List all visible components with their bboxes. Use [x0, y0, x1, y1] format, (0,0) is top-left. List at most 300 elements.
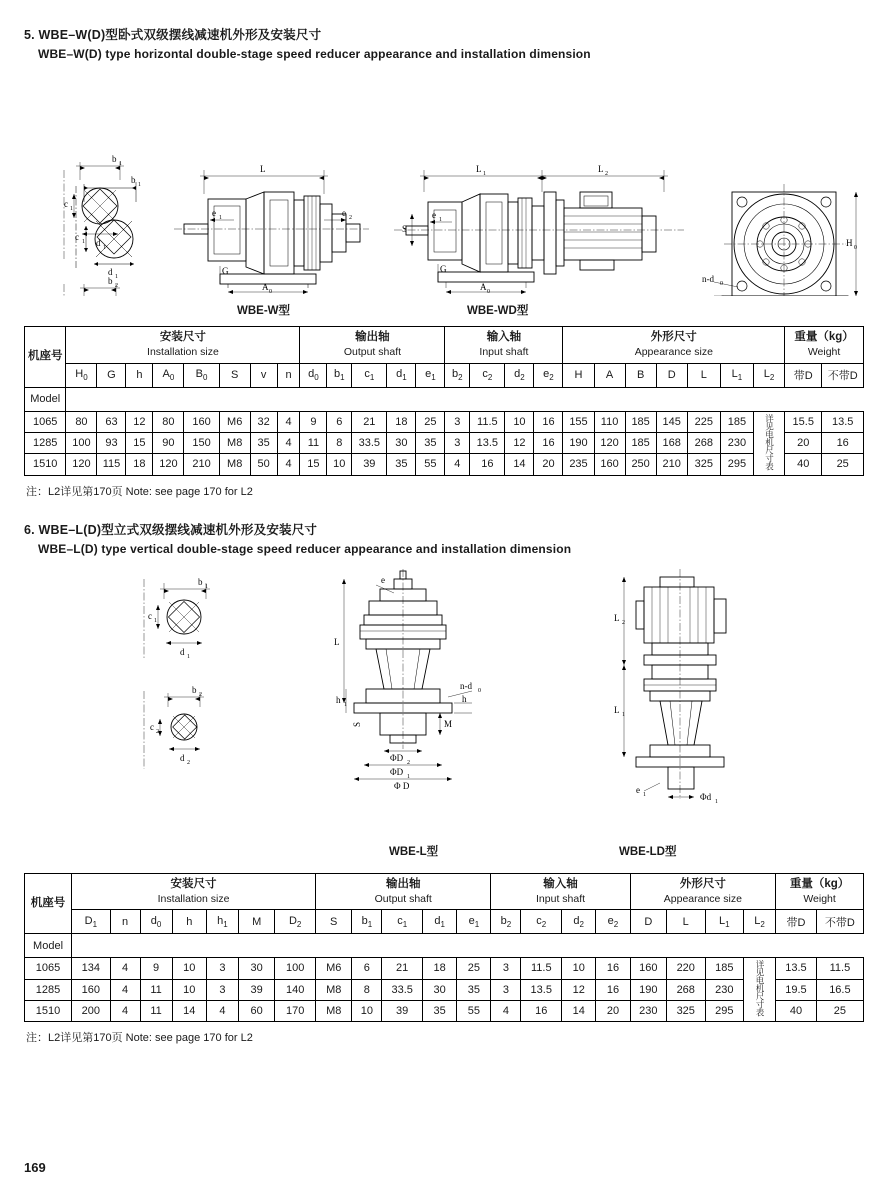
col-D1: $D_1$ [72, 910, 111, 934]
cell: 230 [720, 432, 753, 453]
cell: 90 [153, 432, 184, 453]
cell: 11.5 [816, 958, 863, 979]
group-model-label: 机座号 [27, 350, 63, 363]
cell: 93 [97, 432, 126, 453]
col-d1: $d_1$ [423, 910, 457, 934]
cell: 170 [275, 1000, 316, 1021]
svg-text:L: L [260, 163, 266, 174]
col-d0: $d_0$ [300, 363, 327, 387]
cell: 16 [822, 432, 864, 453]
svg-text:1: 1 [119, 160, 122, 167]
cell: 185 [720, 411, 753, 432]
cell: 39 [382, 1000, 423, 1021]
cell: 268 [666, 979, 705, 1000]
cell: 25 [416, 411, 445, 432]
cell: 35 [423, 1000, 457, 1021]
section6-title-en: WBE–L(D) type vertical double-stage speed reducer appearance and installation dimension [38, 542, 572, 557]
cell: 3 [491, 979, 521, 1000]
cell: 134 [72, 958, 111, 979]
cell: 3 [206, 958, 238, 979]
svg-text:L: L [334, 636, 340, 647]
svg-text:1: 1 [187, 653, 190, 660]
svg-text:1: 1 [715, 798, 718, 805]
section6-number: 6. [24, 522, 35, 537]
table-row [25, 979, 864, 1000]
svg-text:1: 1 [407, 773, 410, 780]
col-A0: $A_0$ [153, 363, 184, 387]
cell: 18 [126, 454, 153, 475]
cell: M6 [219, 411, 250, 432]
section5-heading [24, 26, 864, 64]
svg-text:1: 1 [138, 181, 141, 188]
svg-text:S: S [402, 223, 408, 234]
col-A: A [594, 363, 625, 387]
cell: 11.5 [470, 411, 505, 432]
col-L2: $L_2$ [753, 363, 784, 387]
cell: 168 [656, 432, 687, 453]
svg-text:1: 1 [82, 238, 85, 245]
svg-text:n-d: n-d [702, 273, 714, 284]
cell: M6 [316, 958, 352, 979]
cell: 230 [630, 1000, 666, 1021]
cell: 25 [822, 454, 864, 475]
section5-figure-svg [24, 74, 864, 296]
cell: 4 [110, 1000, 140, 1021]
group-weight: 重量（kg） Weight [785, 326, 864, 363]
col-d1: $d_1$ [387, 363, 416, 387]
cell: 6 [352, 958, 382, 979]
cell-model: 1285 [25, 979, 72, 1000]
cell: 15 [126, 432, 153, 453]
svg-text:2: 2 [156, 728, 159, 735]
col-L: L [666, 910, 705, 934]
svg-text:1: 1 [103, 244, 106, 251]
section6-title-zh: WBE–L(D)型立式双级摆线减速机外形及安装尺寸 [38, 522, 318, 537]
cell: 12 [126, 411, 153, 432]
svg-text:c: c [75, 231, 79, 242]
col-c2: $c_2$ [521, 910, 562, 934]
cell: 13.5 [822, 411, 864, 432]
section5-title-zh: WBE–W(D)型卧式双级摆线减速机外形及安装尺寸 [38, 28, 322, 42]
cell: 80 [153, 411, 184, 432]
cell: 160 [184, 411, 219, 432]
cell: 20 [534, 454, 563, 475]
cell: 4 [445, 454, 470, 475]
cell: 190 [563, 432, 594, 453]
svg-text:1: 1 [344, 701, 347, 708]
svg-text:1: 1 [622, 711, 625, 718]
cell: 10 [172, 979, 206, 1000]
col-B: B [625, 363, 656, 387]
cell: 33.5 [352, 432, 387, 453]
col-e2: $e_2$ [596, 910, 630, 934]
table-row [25, 411, 864, 432]
cell: 185 [625, 432, 656, 453]
model-label: Model [25, 387, 66, 411]
cell: M8 [219, 454, 250, 475]
svg-text:2: 2 [622, 619, 625, 626]
cell: 4 [277, 432, 300, 453]
col-with-D: 带D [776, 910, 817, 934]
group-model [25, 326, 66, 387]
cell: 185 [625, 411, 656, 432]
cell: 230 [705, 979, 744, 1000]
group-input-shaft: 输入轴 Input shaft [491, 873, 630, 910]
col-n: n [277, 363, 300, 387]
svg-text:0: 0 [487, 288, 490, 295]
col-D: D [630, 910, 666, 934]
col-e2: $e_2$ [534, 363, 563, 387]
col-H0: $H_0$ [66, 363, 97, 387]
group-appearance: 外形尺寸 Appearance size [630, 873, 776, 910]
col-v: v [250, 363, 277, 387]
cell: M8 [316, 1000, 352, 1021]
svg-text:L: L [614, 704, 620, 715]
col-d2: $d_2$ [562, 910, 596, 934]
cell: 14 [505, 454, 534, 475]
col-S: S [316, 910, 352, 934]
svg-text:ΦD: ΦD [390, 766, 404, 777]
svg-text:L: L [614, 612, 620, 623]
table-model-row [25, 387, 864, 411]
cell: 200 [72, 1000, 111, 1021]
col-G: G [97, 363, 126, 387]
cell: 14 [172, 1000, 206, 1021]
cell: 25 [816, 1000, 863, 1021]
section6-table [24, 873, 864, 1023]
svg-text:G: G [222, 265, 229, 276]
figure-caption-wbe-l: WBE-L型 [389, 845, 439, 858]
group-output-shaft: 输出轴 Output shaft [316, 873, 491, 910]
cell: 250 [625, 454, 656, 475]
table-column-header-row [25, 363, 864, 387]
cell: M8 [219, 432, 250, 453]
cell: 325 [687, 454, 720, 475]
cell: 220 [666, 958, 705, 979]
cell: 20 [596, 1000, 630, 1021]
cell: 12 [505, 432, 534, 453]
svg-text:Φd: Φd [700, 791, 712, 802]
table-group-header-row [25, 326, 864, 363]
col-L1: $L_1$ [705, 910, 744, 934]
svg-text:1: 1 [439, 216, 442, 223]
cell: 11 [140, 979, 172, 1000]
cell: 16 [534, 411, 563, 432]
cell: 16 [596, 958, 630, 979]
svg-text:b: b [108, 275, 113, 286]
svg-text:2: 2 [187, 759, 190, 766]
col-b1: $b_1$ [352, 910, 382, 934]
cell: 295 [720, 454, 753, 475]
cell: 4 [110, 958, 140, 979]
svg-text:b: b [131, 174, 136, 185]
cell: 160 [630, 958, 666, 979]
col-H: H [563, 363, 594, 387]
svg-text:2: 2 [605, 170, 608, 177]
table-model-row [25, 934, 864, 958]
svg-text:h: h [336, 694, 341, 705]
cell: 32 [250, 411, 277, 432]
col-n: n [110, 910, 140, 934]
cell: 3 [206, 979, 238, 1000]
section6-figure-svg [24, 569, 864, 841]
col-d0: $d_0$ [140, 910, 172, 934]
cell: 225 [687, 411, 720, 432]
cell: 4 [206, 1000, 238, 1021]
group-model: 机座号 [25, 873, 72, 934]
col-S: S [219, 363, 250, 387]
cell: 10 [352, 1000, 382, 1021]
section5-title-en: WBE–W(D) type horizontal double-stage speed reducer appearance and installation dimension [38, 47, 591, 62]
cell: 110 [594, 411, 625, 432]
cell: 295 [705, 1000, 744, 1021]
cell-l2-note: 详见电机尺寸表 [744, 958, 776, 1022]
svg-text:e: e [342, 207, 346, 218]
cell-model: 1065 [25, 958, 72, 979]
cell: 35 [457, 979, 491, 1000]
svg-text:n-d: n-d [460, 680, 472, 691]
col-h: h [126, 363, 153, 387]
col-M: M [238, 910, 274, 934]
cell: 140 [275, 979, 316, 1000]
svg-text:A: A [480, 281, 487, 292]
svg-text:2: 2 [199, 691, 202, 698]
cell: 8 [352, 979, 382, 1000]
cell: 10 [562, 958, 596, 979]
table-row [25, 1000, 864, 1021]
svg-text:2: 2 [349, 214, 352, 221]
table-row [25, 454, 864, 475]
cell: 120 [66, 454, 97, 475]
cell: 4 [110, 979, 140, 1000]
svg-text:e: e [381, 574, 385, 585]
cell: 268 [687, 432, 720, 453]
cell: 6 [327, 411, 352, 432]
cell: 10 [327, 454, 352, 475]
col-c2: $c_2$ [470, 363, 505, 387]
col-h1: $h_1$ [206, 910, 238, 934]
cell: 210 [656, 454, 687, 475]
svg-text:L: L [476, 163, 482, 174]
svg-text:c: c [148, 610, 152, 621]
table-column-header-row [25, 910, 864, 934]
col-c1: $c_1$ [382, 910, 423, 934]
svg-text:h: h [462, 693, 467, 704]
cell: 60 [238, 1000, 274, 1021]
cell: 115 [97, 454, 126, 475]
col-D: D [656, 363, 687, 387]
cell: 40 [785, 454, 822, 475]
cell-l2-note: 详见电机尺寸表 [753, 411, 784, 475]
cell: 120 [153, 454, 184, 475]
cell: 100 [275, 958, 316, 979]
svg-text:S: S [352, 721, 362, 727]
svg-text:H: H [846, 237, 853, 248]
section5-note: 注：L2详见第170页 Note: see page 170 for L2 [26, 485, 253, 498]
cell-model: 1510 [25, 454, 66, 475]
table-group-header-row [25, 873, 864, 910]
col-d2: $d_2$ [505, 363, 534, 387]
svg-text:ΦD: ΦD [390, 752, 404, 763]
svg-text:2: 2 [407, 759, 410, 766]
figure-caption-wbe-w: WBE-W型 [237, 304, 291, 317]
cell: 21 [382, 958, 423, 979]
section6-figure-block [24, 569, 864, 841]
svg-text:1: 1 [70, 205, 73, 212]
col-without-D: 不带D [822, 363, 864, 387]
figure-caption-wbe-ld: WBE-LD型 [619, 845, 677, 858]
cell: 16 [596, 979, 630, 1000]
cell: 39 [352, 454, 387, 475]
cell: 19.5 [776, 979, 817, 1000]
svg-text:e: e [432, 209, 436, 220]
svg-text:A: A [262, 281, 269, 292]
cell: 160 [72, 979, 111, 1000]
cell: 33.5 [382, 979, 423, 1000]
col-L1: $L_1$ [720, 363, 753, 387]
svg-text:0: 0 [269, 288, 272, 295]
cell: 18 [423, 958, 457, 979]
svg-text:Φ D: Φ D [394, 780, 410, 791]
col-c1: $c_1$ [352, 363, 387, 387]
svg-text:1: 1 [643, 791, 646, 798]
cell: 14 [562, 1000, 596, 1021]
svg-text:b: b [192, 684, 197, 695]
svg-text:1: 1 [219, 214, 222, 221]
cell: 30 [238, 958, 274, 979]
svg-text:2: 2 [115, 282, 118, 289]
cell: 9 [140, 958, 172, 979]
cell: 63 [97, 411, 126, 432]
figure-caption-wbe-wd: WBE-WD型 [467, 304, 529, 317]
col-e1: $e_1$ [457, 910, 491, 934]
cell: 16 [470, 454, 505, 475]
col-with-D: 带D [785, 363, 822, 387]
cell: 35 [387, 454, 416, 475]
group-input-shaft: 输入轴 Input shaft [445, 326, 563, 363]
svg-text:M: M [444, 718, 453, 729]
cell: 3 [445, 411, 470, 432]
cell: 155 [563, 411, 594, 432]
group-installation: 安装尺寸 Installation size [72, 873, 316, 910]
svg-text:1: 1 [154, 617, 157, 624]
model-label: Model [25, 934, 72, 958]
cell: 4 [277, 454, 300, 475]
cell: 18 [387, 411, 416, 432]
svg-text:b: b [198, 576, 203, 587]
table-row [25, 432, 864, 453]
page-number: 169 [24, 1160, 46, 1175]
svg-text:b: b [112, 153, 117, 164]
cell: 35 [416, 432, 445, 453]
svg-text:c: c [64, 198, 68, 209]
cell: 16.5 [816, 979, 863, 1000]
cell: 80 [66, 411, 97, 432]
cell: 4 [277, 411, 300, 432]
cell: 8 [327, 432, 352, 453]
cell: 160 [594, 454, 625, 475]
cell: M8 [316, 979, 352, 1000]
col-b1: $b_1$ [327, 363, 352, 387]
svg-text:0: 0 [854, 244, 857, 251]
col-D2: $D_2$ [275, 910, 316, 934]
svg-text:e: e [636, 784, 640, 795]
cell: 11 [140, 1000, 172, 1021]
cell: 16 [534, 432, 563, 453]
cell: 15 [300, 454, 327, 475]
cell: 55 [457, 1000, 491, 1021]
cell: 20 [785, 432, 822, 453]
svg-text:1: 1 [205, 583, 208, 590]
svg-text:e: e [212, 207, 216, 218]
cell: 30 [387, 432, 416, 453]
col-e1: $e_1$ [416, 363, 445, 387]
cell: 16 [521, 1000, 562, 1021]
svg-text:1: 1 [483, 170, 486, 177]
cell: 145 [656, 411, 687, 432]
cell: 13.5 [521, 979, 562, 1000]
svg-text:1: 1 [115, 273, 118, 280]
cell: 55 [416, 454, 445, 475]
cell-model: 1510 [25, 1000, 72, 1021]
table-row [25, 958, 864, 979]
col-without-D: 不带D [816, 910, 863, 934]
cell: 9 [300, 411, 327, 432]
col-B0: $B_0$ [184, 363, 219, 387]
cell: 3 [491, 958, 521, 979]
section5-figure-block [24, 74, 864, 296]
cell: 190 [630, 979, 666, 1000]
col-L2: $L_2$ [744, 910, 776, 934]
col-h: h [172, 910, 206, 934]
group-output-shaft: 输出轴 Output shaft [300, 326, 445, 363]
cell: 325 [666, 1000, 705, 1021]
cell: 11 [300, 432, 327, 453]
section5-number: 5. [24, 28, 35, 42]
svg-text:d: d [180, 646, 185, 657]
section6-heading [24, 521, 864, 559]
cell: 13.5 [470, 432, 505, 453]
group-weight: 重量（kg） Weight [776, 873, 864, 910]
cell: 4 [491, 1000, 521, 1021]
cell-model: 1285 [25, 432, 66, 453]
svg-text:G: G [440, 263, 447, 274]
group-installation: 安装尺寸 Installation size [66, 326, 300, 363]
section5-captions [24, 302, 864, 320]
cell: 210 [184, 454, 219, 475]
cell-model: 1065 [25, 411, 66, 432]
cell: 185 [705, 958, 744, 979]
section5-table [24, 326, 864, 476]
svg-text:L: L [598, 163, 604, 174]
svg-text:0: 0 [478, 687, 481, 694]
cell: 25 [457, 958, 491, 979]
svg-text:d: d [108, 266, 113, 277]
svg-text:d: d [180, 752, 185, 763]
cell: 12 [562, 979, 596, 1000]
cell: 21 [352, 411, 387, 432]
svg-text:d: d [96, 237, 101, 248]
col-b2: $b_2$ [445, 363, 470, 387]
cell: 100 [66, 432, 97, 453]
cell: 10 [505, 411, 534, 432]
col-L: L [687, 363, 720, 387]
cell: 50 [250, 454, 277, 475]
cell: 35 [250, 432, 277, 453]
svg-text:0: 0 [720, 280, 723, 287]
svg-text:c: c [150, 721, 154, 732]
cell: 13.5 [776, 958, 817, 979]
